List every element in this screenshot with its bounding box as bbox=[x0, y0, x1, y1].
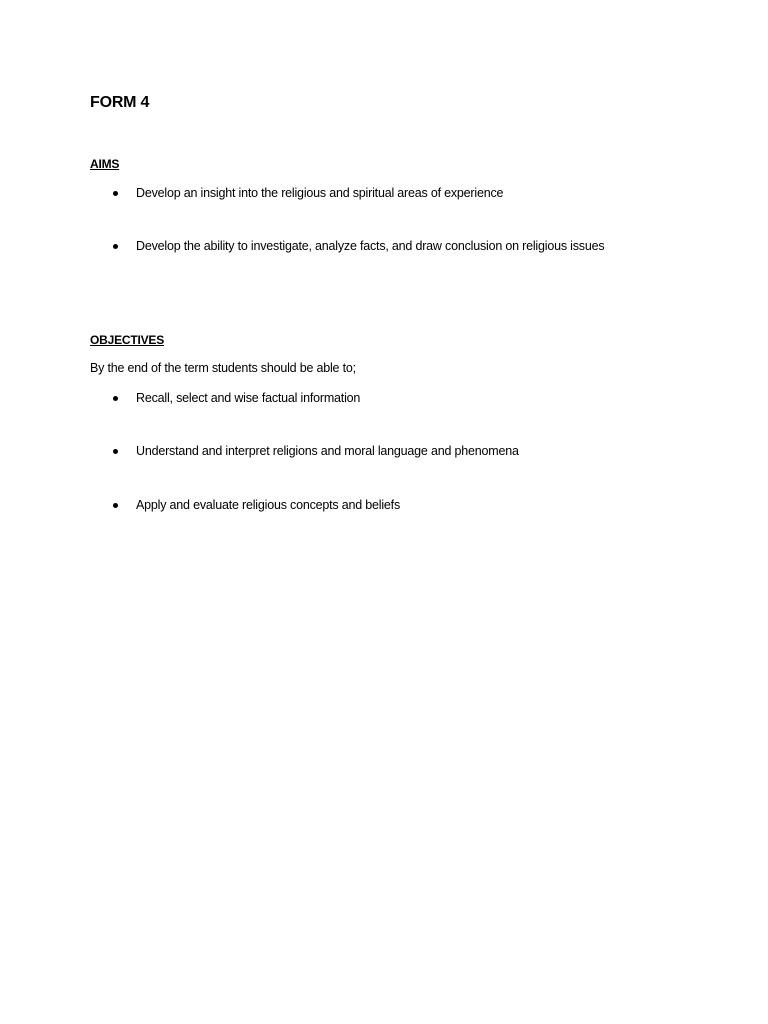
aims-list-item bbox=[112, 239, 604, 253]
objectives-list-item bbox=[112, 391, 360, 405]
aims-item-text: Develop the ability to investigate, analyze facts, and draw conclusion on religious issues bbox=[136, 239, 605, 253]
objectives-list-item bbox=[112, 444, 519, 458]
bullet-icon bbox=[113, 503, 118, 508]
bullet-icon bbox=[113, 191, 118, 196]
objectives-intro: By the end of the term students should be able to; bbox=[90, 361, 356, 375]
bullet-icon bbox=[113, 449, 118, 454]
aims-item-text: Develop an insight into the religious and spiritual areas of experience bbox=[136, 186, 504, 200]
objectives-list-item bbox=[112, 498, 400, 512]
bullet-icon bbox=[113, 244, 118, 249]
objectives-heading: OBJECTIVES bbox=[90, 333, 165, 347]
objectives-item-text: Apply and evaluate religious concepts and beliefs bbox=[136, 498, 400, 512]
page-title: FORM 4 bbox=[90, 94, 150, 111]
bullet-icon bbox=[113, 396, 118, 401]
aims-heading: AIMS bbox=[90, 157, 120, 171]
objectives-item-text: Understand and interpret religions and moral language and phenomena bbox=[136, 444, 519, 458]
objectives-item-text: Recall, select and wise factual information bbox=[136, 391, 361, 405]
aims-list-item bbox=[112, 186, 503, 200]
